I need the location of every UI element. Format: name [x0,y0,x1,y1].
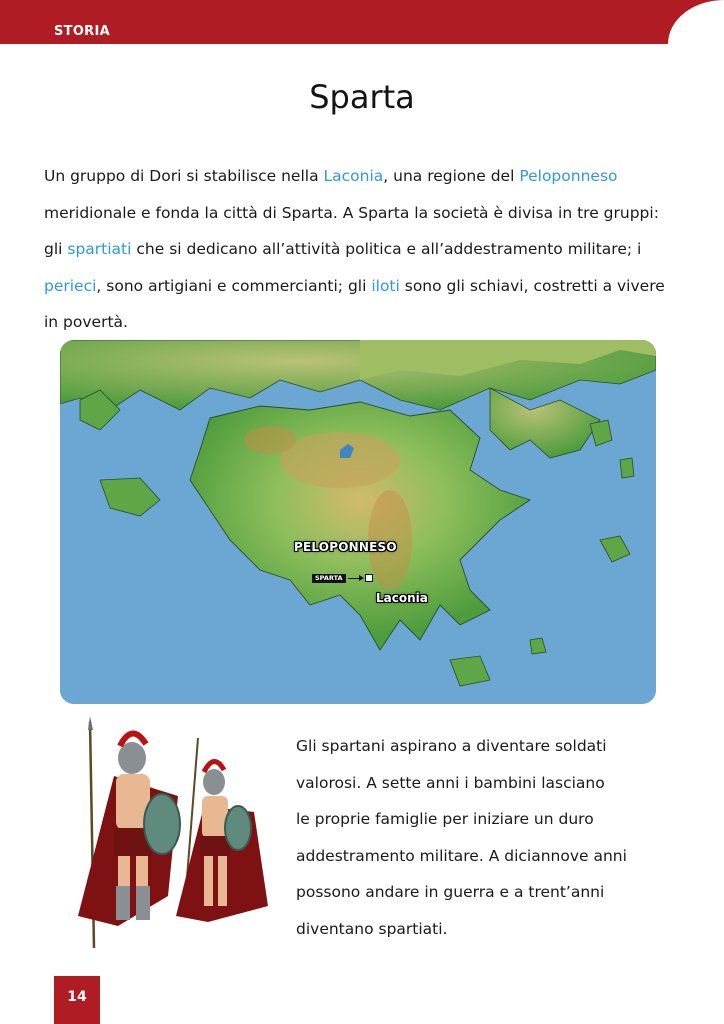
keyword-peloponneso: Peloponneso [519,167,618,185]
keyword-laconia: Laconia [323,167,384,185]
peloponnese-map [60,340,656,704]
intro-line-1 [44,158,684,195]
page-title: Sparta [309,78,415,116]
intro-line-2: meridionale e fonda la città di Sparta. A Sparta la società è divisa in tre gruppi: [44,203,659,222]
training-line: diventano spartiati. [296,919,448,938]
intro-line-4 [44,268,684,305]
training-line: addestramento militare. A diciannove anni [296,846,627,865]
warriors-icon [58,716,278,956]
intro-text: , sono artigiani e commercianti; gli [96,276,372,295]
training-line: possono andare in guerra e a trent’anni [296,883,605,901]
keyword-iloti: iloti [371,276,400,295]
header-corner-curve [668,0,724,44]
map-illustration [60,340,656,704]
training-paragraph [296,728,696,947]
training-line: Gli spartani aspirano a diventare soldati [296,737,607,755]
intro-text: sono gli schiavi, costretti a vivere [399,276,665,295]
city-marker-icon [365,574,373,582]
spartan-warriors-illustration [58,716,278,956]
map-label-sparta: SPARTA [312,574,346,583]
intro-text: , una regione del [383,167,520,185]
intro-text: che si dedicano all’attività politica e all’addestramento militare; i [131,240,642,258]
intro-line-5: in povertà. [44,313,128,331]
arrow-icon [348,578,362,579]
intro-paragraph [44,158,684,341]
training-line: le proprie famiglie per iniziare un duro [296,810,594,828]
keyword-spartiati: spartiati [67,240,132,258]
training-line: valorosi. A sette anni i bambini lasciano [296,773,605,792]
section-label: STORIA [54,24,110,39]
intro-line-3 [44,231,684,268]
page-number: 14 [54,976,100,1024]
intro-text: Un gruppo di Dori si stabilisce nella [44,167,324,185]
intro-text: gli [44,240,68,258]
map-label-laconia: Laconia [376,591,428,605]
map-label-peloponneso: PELOPONNESO [294,540,397,554]
keyword-perieci: perieci [44,276,97,295]
